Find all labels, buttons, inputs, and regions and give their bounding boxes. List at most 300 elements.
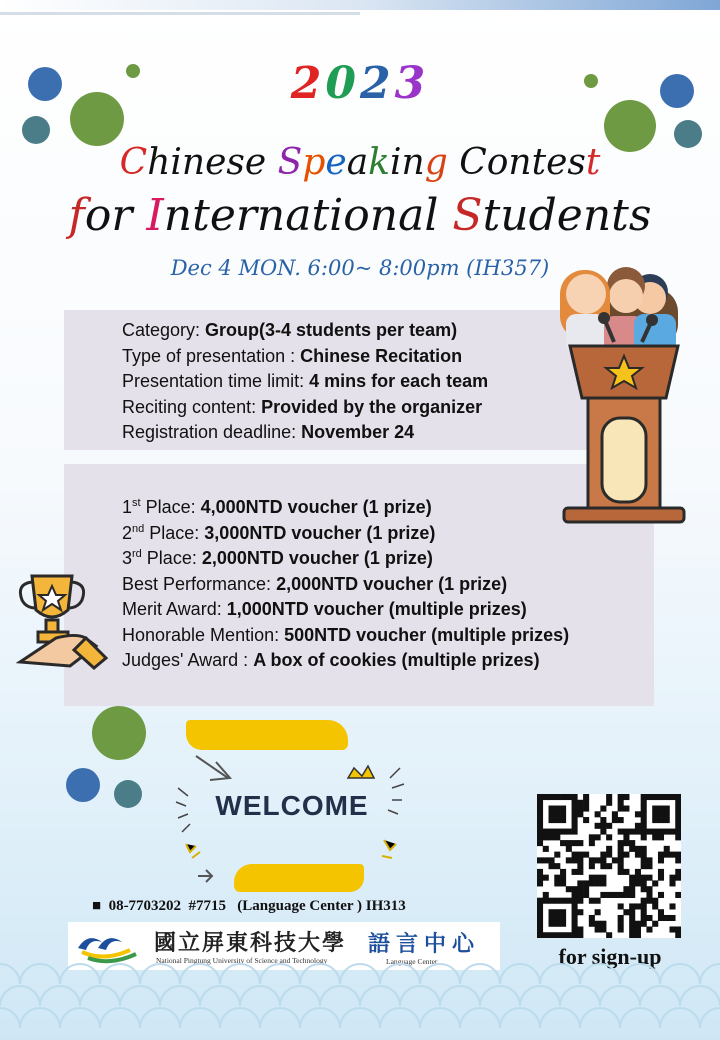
title-letter: C [459, 142, 487, 183]
qr-module [623, 909, 629, 915]
title-letter: i [170, 142, 182, 183]
qr-module [566, 794, 572, 800]
qr-module [583, 817, 589, 823]
qr-module [641, 915, 647, 921]
title-letter: n [256, 190, 286, 241]
wave-arc [340, 1008, 380, 1028]
qr-module [554, 909, 560, 915]
wave-arc [0, 986, 40, 1006]
wave-arc [40, 986, 80, 1006]
title-letter: p [302, 142, 326, 183]
qr-module [549, 909, 555, 915]
qr-module [566, 898, 572, 904]
qr-module [537, 857, 543, 863]
qr-module [629, 892, 635, 898]
qr-module [549, 863, 555, 869]
qr-module [560, 880, 566, 886]
title-letter: t [482, 190, 501, 241]
qr-module [577, 852, 583, 858]
qr-module [554, 898, 560, 904]
qr-module [589, 863, 595, 869]
qr-module [646, 857, 652, 863]
qr-module [635, 852, 641, 858]
yellow-brush-stroke-top [186, 720, 348, 750]
wave-arc [180, 1008, 220, 1028]
qr-module [595, 811, 601, 817]
qr-module [572, 800, 578, 806]
title-letter: u [500, 190, 529, 241]
qr-module [577, 857, 583, 863]
title-letter: r [111, 190, 133, 241]
qr-module [629, 875, 635, 881]
qr-module [583, 794, 589, 800]
qr-module [675, 800, 681, 806]
qr-module [572, 817, 578, 823]
wave-arc [160, 986, 200, 1006]
qr-module [595, 880, 601, 886]
qr-module [669, 915, 675, 921]
qr-module [560, 875, 566, 881]
qr-module [606, 863, 612, 869]
top-divider [0, 12, 360, 15]
qr-module [646, 829, 652, 835]
title-letter: i [389, 142, 402, 183]
contact-info: ■ 08-7703202 #7715 (Language Center ) IH313 [92, 898, 406, 914]
qr-module [537, 806, 543, 812]
info-category: Category: Group(3-4 students per team) [122, 320, 458, 340]
qr-module [646, 898, 652, 904]
title-letter: i [329, 190, 344, 241]
qr-module [675, 829, 681, 835]
qr-module [658, 829, 664, 835]
wave-arc [100, 1008, 140, 1028]
title-letter: n [181, 142, 206, 183]
qr-module [629, 909, 635, 915]
qr-module [652, 806, 658, 812]
title-letter: 3 [394, 58, 430, 109]
prize-2nd: 2nd Place: 3,000NTD voucher (1 prize) [122, 522, 436, 543]
prize-judges-award: Judges' Award : A box of cookies (multiple prizes) [122, 650, 540, 670]
qr-module [658, 806, 664, 812]
wave-arc [20, 1008, 60, 1028]
qr-module [618, 903, 624, 909]
qr-module [675, 869, 681, 875]
title-letter: 0 [325, 58, 360, 109]
qr-module [612, 892, 618, 898]
qr-module [595, 823, 601, 829]
qr-module [629, 880, 635, 886]
qr-module [583, 806, 589, 812]
qr-module [583, 892, 589, 898]
qr-module [600, 926, 606, 932]
wave-arc [540, 964, 580, 984]
welcome-text: WELCOME [215, 790, 369, 821]
qr-module [583, 852, 589, 858]
title-letter: S [452, 190, 483, 241]
qr-module [618, 794, 624, 800]
qr-module [635, 829, 641, 835]
wave-arc [300, 1008, 340, 1028]
language-center-en: Language Center [386, 957, 438, 966]
qr-module [577, 892, 583, 898]
qr-module [606, 800, 612, 806]
title-letter: a [346, 142, 369, 183]
qr-module [577, 886, 583, 892]
title-letter [448, 142, 459, 183]
qr-module [669, 852, 675, 858]
qr-module [618, 863, 624, 869]
wave-arc [700, 1008, 720, 1028]
wave-arc [380, 1008, 420, 1028]
wave-arc [500, 1008, 540, 1028]
qr-module [664, 794, 670, 800]
qr-module [549, 915, 555, 921]
wave-arc [0, 1008, 20, 1028]
wave-arc [620, 964, 660, 984]
qr-module [589, 915, 595, 921]
qr-module [618, 846, 624, 852]
qr-module [606, 823, 612, 829]
qr-module [635, 921, 641, 927]
qr-module [589, 921, 595, 927]
wave-arc [560, 986, 600, 1006]
qr-module [600, 817, 606, 823]
qr-module [549, 921, 555, 927]
qr-module [537, 932, 543, 938]
qr-module [646, 892, 652, 898]
qr-module [658, 834, 664, 840]
qr-module [664, 915, 670, 921]
qr-module [554, 875, 560, 881]
qr-module [572, 898, 578, 904]
qr-module [675, 926, 681, 932]
qr-module [652, 834, 658, 840]
qr-module [658, 915, 664, 921]
qr-module [652, 898, 658, 904]
title-letter: s [567, 142, 586, 183]
wave-arc [460, 964, 500, 984]
wave-arc [180, 964, 220, 984]
qr-module [537, 817, 543, 823]
qr-module [537, 869, 543, 875]
qr-module [635, 869, 641, 875]
qr-module [537, 829, 543, 835]
title-letter: n [369, 190, 399, 241]
qr-module [669, 794, 675, 800]
qr-module [572, 852, 578, 858]
wave-arc [520, 986, 560, 1006]
qr-module [641, 794, 647, 800]
title-letter: I [146, 190, 164, 241]
qr-module [600, 880, 606, 886]
wave-arc [60, 964, 100, 984]
qr-module [658, 852, 664, 858]
qr-module [675, 857, 681, 863]
title-letter: e [546, 142, 568, 183]
qr-module [606, 794, 612, 800]
title-letter: C [119, 142, 148, 183]
qr-module [675, 852, 681, 858]
wave-arc [480, 986, 520, 1006]
qr-module [589, 840, 595, 846]
qr-module [577, 863, 583, 869]
qr-module [641, 886, 647, 892]
decor-dot [114, 780, 142, 808]
qr-module [577, 806, 583, 812]
qr-module [629, 840, 635, 846]
qr-module [635, 880, 641, 886]
info-time-limit: Presentation time limit: 4 mins for each team [122, 371, 489, 391]
qr-module [537, 840, 543, 846]
speakers-podium-icon [556, 258, 690, 530]
qr-module [537, 800, 543, 806]
qr-module [623, 806, 629, 812]
qr-module [675, 817, 681, 823]
contest-info-list [122, 318, 488, 446]
qr-module [612, 817, 618, 823]
qr-module [675, 823, 681, 829]
qr-module [646, 926, 652, 932]
qr-module [537, 834, 543, 840]
qr-module [537, 823, 543, 829]
qr-module [641, 863, 647, 869]
qr-module [554, 921, 560, 927]
qr-module [641, 829, 647, 835]
qr-module [664, 829, 670, 835]
qr-module [549, 817, 555, 823]
wave-arc [140, 1008, 180, 1028]
qr-module [635, 823, 641, 829]
prize-3rd: 3rd Place: 2,000NTD voucher (1 prize) [122, 548, 433, 568]
qr-module [600, 852, 606, 858]
qr-module [646, 794, 652, 800]
qr-module [669, 829, 675, 835]
qr-module [572, 823, 578, 829]
bullet-square-icon: ■ [92, 898, 109, 914]
university-name-zh: 國立屏東科技大學 [154, 930, 347, 956]
qr-module [652, 903, 658, 909]
qr-module [583, 886, 589, 892]
wave-arc [420, 1008, 460, 1028]
title-letter: e [556, 190, 583, 241]
title-letter [132, 190, 146, 241]
qr-module [554, 829, 560, 835]
qr-module [554, 852, 560, 858]
qr-module [572, 811, 578, 817]
qr-module [560, 898, 566, 904]
qr-module [646, 915, 652, 921]
qr-module [658, 811, 664, 817]
qr-module [641, 823, 647, 829]
title-letter: s [226, 142, 245, 183]
qr-module [537, 921, 543, 927]
qr-module [664, 846, 670, 852]
title-letter: r [235, 190, 257, 241]
qr-module [629, 932, 635, 938]
qr-module [606, 892, 612, 898]
qr-module [623, 886, 629, 892]
prize-1st: 1st Place: 4,000NTD voucher (1 prize) [122, 497, 432, 517]
prizes-list [122, 495, 569, 674]
qr-module [600, 921, 606, 927]
qr-module [572, 806, 578, 812]
wave-arc [620, 1008, 660, 1028]
title-letter: e [209, 190, 236, 241]
title-letter: 2 [290, 58, 326, 109]
qr-module [560, 829, 566, 835]
qr-module [623, 829, 629, 835]
title-letter [438, 190, 452, 241]
qr-module [658, 857, 664, 863]
title-letter: g [424, 142, 448, 183]
qr-module [618, 857, 624, 863]
qr-module [566, 840, 572, 846]
wave-arc [460, 1008, 500, 1028]
qr-module [543, 834, 549, 840]
qr-module [560, 794, 566, 800]
wave-arc [360, 986, 400, 1006]
qr-module [566, 846, 572, 852]
wave-arc [680, 986, 720, 1006]
qr-module [549, 932, 555, 938]
qr-module [549, 829, 555, 835]
qr-module [652, 880, 658, 886]
qr-module [606, 846, 612, 852]
wave-arc [260, 1008, 300, 1028]
qr-module [629, 829, 635, 835]
qr-module [618, 800, 624, 806]
qr-module [543, 875, 549, 881]
qr-module [675, 932, 681, 938]
qr-module [595, 921, 601, 927]
qr-module [618, 806, 624, 812]
qr-module [577, 909, 583, 915]
qr-module [554, 811, 560, 817]
university-logo-icon [74, 928, 146, 964]
qr-module [554, 794, 560, 800]
wave-arc [20, 964, 60, 984]
qr-module [589, 857, 595, 863]
yellow-brush-stroke-bottom [234, 864, 364, 892]
qr-module [554, 834, 560, 840]
wave-arc [660, 1008, 700, 1028]
qr-module [537, 909, 543, 915]
qr-module [560, 811, 566, 817]
wave-pattern [0, 960, 720, 1040]
qr-module [537, 903, 543, 909]
wave-arc [700, 964, 720, 984]
title-letter: o [343, 190, 370, 241]
qr-module [554, 915, 560, 921]
qr-module [549, 834, 555, 840]
qr-module [623, 892, 629, 898]
qr-module [675, 811, 681, 817]
qr-module [629, 915, 635, 921]
qr-module [629, 921, 635, 927]
qr-module [549, 857, 555, 863]
qr-module [606, 834, 612, 840]
qr-module [589, 875, 595, 881]
qr-module [641, 857, 647, 863]
qr-module [675, 806, 681, 812]
qr-code-icon[interactable] [537, 794, 681, 938]
qr-module [600, 892, 606, 898]
title-letter: f [68, 190, 85, 241]
qr-module [589, 898, 595, 904]
qr-module [577, 840, 583, 846]
qr-module [641, 800, 647, 806]
qr-module [577, 869, 583, 875]
qr-module [537, 794, 543, 800]
title-letter: 2 [360, 58, 395, 109]
title-letter: d [528, 190, 557, 241]
qr-module [560, 840, 566, 846]
title-letter: t [585, 142, 601, 183]
qr-module [658, 875, 664, 881]
title-letter: n [401, 142, 425, 183]
title-letter [266, 142, 277, 183]
qr-module [543, 846, 549, 852]
qr-module [549, 806, 555, 812]
qr-module [641, 875, 647, 881]
qr-module [560, 806, 566, 812]
qr-module [612, 811, 618, 817]
qr-module [641, 909, 647, 915]
qr-module [641, 811, 647, 817]
title-letter: n [163, 190, 193, 241]
title-letter: S [277, 142, 303, 183]
qr-module [675, 794, 681, 800]
wave-arc [640, 986, 680, 1006]
wave-arc [340, 964, 380, 984]
wave-arc [540, 1008, 580, 1028]
qr-module [635, 926, 641, 932]
qr-module [560, 932, 566, 938]
qr-module [629, 846, 635, 852]
qr-module [537, 880, 543, 886]
wave-arc [80, 986, 120, 1006]
qr-module [554, 817, 560, 823]
qr-module [635, 846, 641, 852]
contest-year [0, 58, 720, 109]
qr-module [658, 794, 664, 800]
qr-module [669, 903, 675, 909]
qr-module [572, 903, 578, 909]
qr-module [669, 880, 675, 886]
qr-module [577, 926, 583, 932]
qr-module [589, 880, 595, 886]
qr-module [572, 909, 578, 915]
qr-module [589, 834, 595, 840]
qr-module [554, 806, 560, 812]
wave-arc [300, 964, 340, 984]
title-letter: s [628, 190, 652, 241]
qr-module [566, 886, 572, 892]
qr-module [658, 909, 664, 915]
qr-module [658, 892, 664, 898]
wave-arc [660, 964, 700, 984]
qr-module [641, 817, 647, 823]
qr-module [577, 898, 583, 904]
qr-module [618, 817, 624, 823]
qr-module [595, 898, 601, 904]
qr-module [543, 794, 549, 800]
title-letter: e [205, 142, 227, 183]
title-letter: n [508, 142, 532, 183]
qr-module [618, 840, 624, 846]
wave-arc [220, 964, 260, 984]
qr-module [652, 829, 658, 835]
